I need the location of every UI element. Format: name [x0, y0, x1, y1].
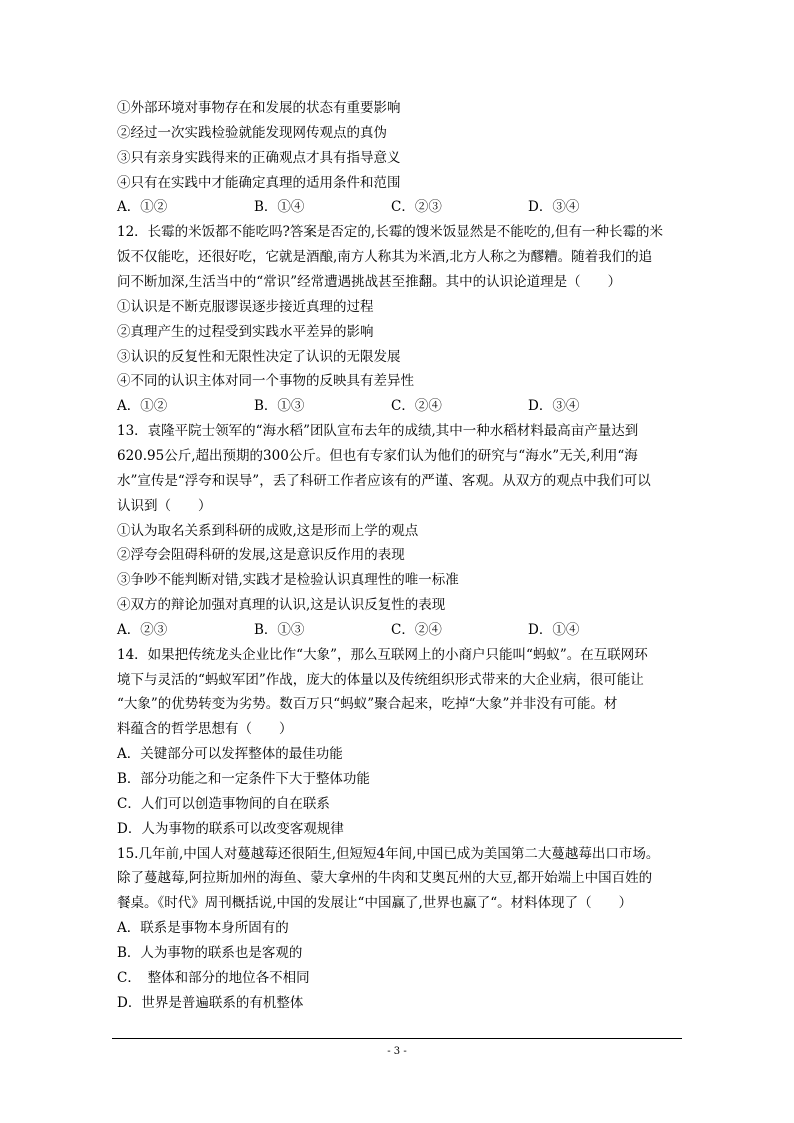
answer-option-b: B．①③: [254, 621, 305, 638]
answer-option-a: A．②③: [117, 621, 168, 638]
text-line: ①认为取名关系到科研的成败,这是形而上学的观点: [117, 522, 419, 539]
text-line: ④不同的认识主体对同一个事物的反映具有差异性: [117, 373, 414, 390]
text-line: 问不断加深,生活当中的“常识”经常遭遇挑战甚至推翻。其中的认识论道理是（ ）: [117, 274, 622, 290]
answer-option-d: D．③④: [528, 199, 580, 216]
answer-option-b: B．①④: [254, 199, 305, 216]
text-line: ①外部环境对事物存在和发展的状态有重要影响: [117, 100, 401, 116]
answer-option-d: D．③④: [528, 398, 580, 415]
answer-option-c: C．②③: [391, 199, 442, 216]
text-line: 13．袁隆平院士领军的“海水稻”团队宣布去年的成绩,其中一种水稻材料最高亩产量达到: [117, 423, 639, 440]
text-line: ②浮夸会阻碍科研的发展,这是意识反作用的表现: [117, 547, 405, 564]
answer-option-a: A．①②: [117, 398, 168, 415]
text-line: A．联系是事物本身所固有的: [117, 920, 289, 937]
text-line: ③认识的反复性和无限性决定了认识的无限发展: [117, 348, 401, 365]
text-line: “大象”的优势转变为劣势。数百万只“蚂蚁”聚合起来，吃掉“大象”并非没有可能。材: [117, 696, 618, 713]
answer-options-row: [117, 195, 687, 220]
text-line: ②真理产生的过程受到实践水平差异的影响: [117, 323, 374, 340]
answer-option-d: D．①④: [528, 621, 580, 638]
footer-divider: [112, 1038, 682, 1039]
text-line: 料蕴含的哲学思想有（ ）: [117, 721, 293, 738]
text-line: D．人为事物的联系可以改变客观规律: [117, 820, 344, 837]
text-line: 认识到（ ）: [117, 497, 212, 514]
text-line: C．人们可以创造事物间的自在联系: [117, 795, 330, 812]
text-line: ④双方的辩论加强对真理的认识,这是认识反复性的表现: [117, 597, 446, 613]
text-line: 15.几年前,中国人对蔓越莓还很陌生,但短短4年间,中国已成为美国第二大蔓越莓出口市场。: [117, 845, 660, 862]
text-line: ④只有在实践中才能确定真理的适用条件和范围: [117, 174, 401, 191]
text-line: ①认识是不断克服谬误逐步接近真理的过程: [117, 298, 374, 315]
text-line: 12．长霉的米饭都不能吃吗?答案是否定的,长霉的馊米饭显然是不能吃的,但有一种长霉的米: [117, 224, 663, 241]
answer-option-c: C．②④: [391, 398, 442, 415]
text-line: ③争吵不能判断对错,实践才是检验认识真理性的唯一标准: [117, 572, 459, 589]
text-line: D．世界是普遍联系的有机整体: [117, 994, 304, 1011]
text-line: 境下与灵活的“蚂蚁军团”作战，庞大的体量以及传统组织形式带来的大企业病，很可能让: [117, 671, 644, 688]
answer-option-b: B．①③: [254, 398, 305, 415]
text-line: A．关键部分可以发挥整体的最佳功能: [117, 746, 343, 763]
page-number: - 3 -: [387, 1046, 407, 1057]
text-line: B．人为事物的联系也是客观的: [117, 944, 303, 961]
text-line: 除了蔓越莓,阿拉斯加州的海鱼、蒙大拿州的牛肉和艾奥瓦州的大豆,都开始端上中国百姓的: [117, 870, 653, 887]
text-line: ③只有亲身实践得来的正确观点才具有指导意义: [117, 149, 401, 166]
text-line: 餐桌。《时代》周刊概括说,中国的发展让“中国赢了,世界也赢了“。材料体现了（ ）: [117, 895, 633, 912]
text-line: ②经过一次实践检验就能发现网传观点的真伪: [117, 124, 387, 141]
text-line: C． 整体和部分的地位各不相同: [117, 969, 310, 986]
answer-option-c: C．②④: [391, 621, 442, 638]
answer-options-row: [117, 394, 687, 419]
answer-option-a: A．①②: [117, 199, 168, 216]
text-line: 水”宣传是“浮夸和误导”，丢了科研工作者应该有的严谨、客观。从双方的观点中我们可以: [117, 472, 651, 489]
answer-options-row: [117, 618, 687, 643]
text-line: 饭不仅能吃，还很好吃，它就是酒酿,南方人称其为米酒,北方人称之为醪糟。随着我们的追: [117, 249, 653, 266]
text-line: B．部分功能之和一定条件下大于整体功能: [117, 771, 370, 787]
text-line: 620.95公斤,超出预期的300公斤。但也有专家们认为他们的研究与“海水”无关,利用“海: [117, 447, 638, 464]
text-line: 14．如果把传统龙头企业比作“大象”，那么互联网上的小商户只能叫“蚂蚁”。在互联网环: [117, 646, 648, 663]
